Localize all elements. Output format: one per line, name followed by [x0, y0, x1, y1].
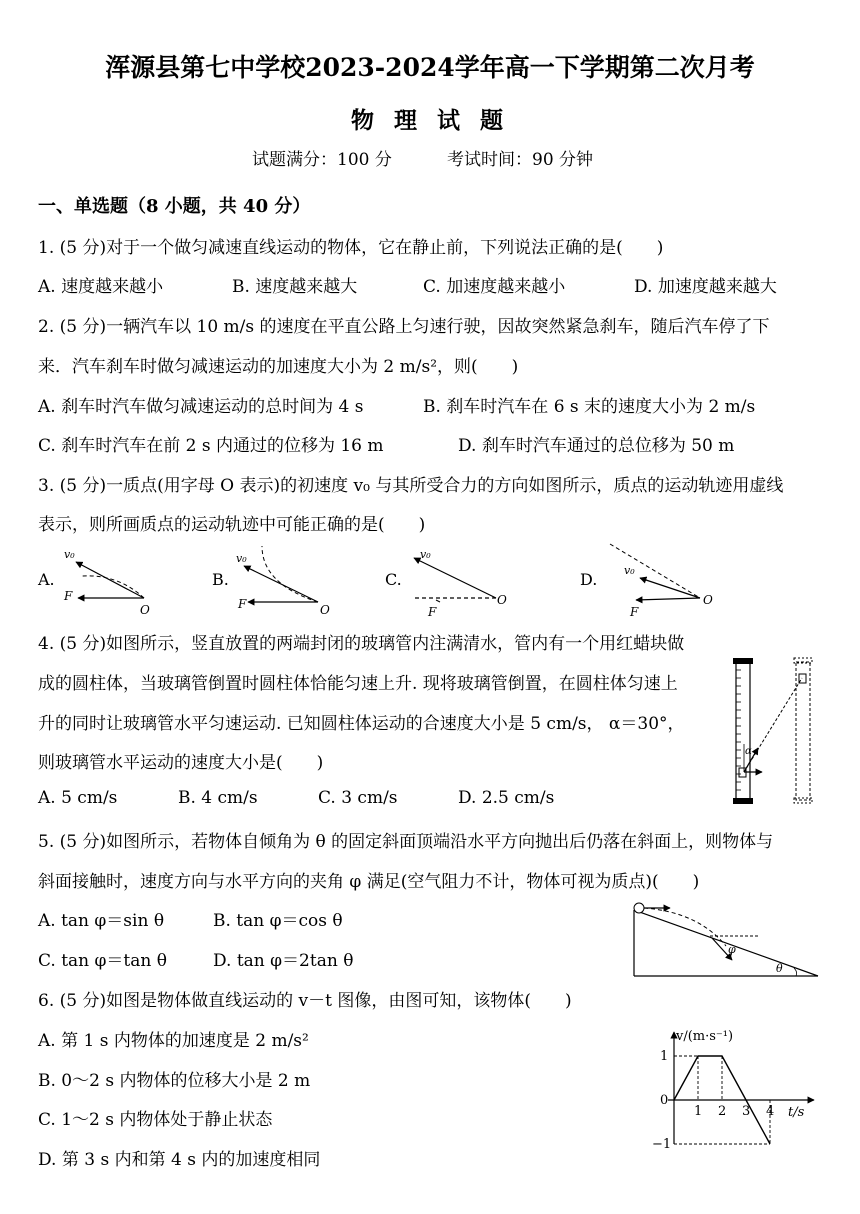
q6-option-b: B. 0～2 s 内物体的位移大小是 2 m: [38, 1071, 311, 1091]
full-score: 试题满分：100 分: [252, 150, 392, 170]
q3-figure-b: [236, 546, 330, 617]
q2-option-a: A. 刹车时汽车做匀减速运动的总时间为 4 s: [38, 397, 364, 417]
q2-stem-line1: 2. (5 分)一辆汽车以 10 m/s 的速度在平直公路上匀速行驶，因故突然紧急刹车，随后汽车停了下: [38, 317, 770, 337]
q4-line3: 升的同时让玻璃管水平匀速运动. 已知圆柱体运动的合速度大小是 5 cm/s， α＝30°，: [38, 714, 685, 734]
x-axis-label: t/s: [788, 1105, 805, 1120]
q4-line2: 成的圆柱体，当玻璃管倒置时圆柱体恰能匀速上升. 现将玻璃管倒置，在圆柱体匀速上: [38, 674, 678, 694]
y-tick-label-1: 1: [660, 1049, 669, 1064]
q3-d-v0-label: v₀: [624, 564, 635, 577]
q3-figure-d: [610, 544, 713, 619]
q3-c-o-label: O: [497, 593, 507, 607]
exam-time: 考试时间：90 分钟: [447, 150, 594, 170]
q4-tube-figure: [728, 656, 822, 806]
q2-option-d: D. 刹车时汽车通过的总位移为 50 m: [458, 436, 735, 456]
q5-option-d: D. tan φ＝2tan θ: [213, 951, 354, 971]
x-tick-label-1: 1: [694, 1104, 703, 1119]
q3-b-f-label: F: [238, 597, 247, 611]
x-tick-label-3: 3: [742, 1104, 751, 1119]
q3-figure-c: [412, 548, 507, 619]
y-tick-label-0: 0: [660, 1093, 669, 1108]
q3-fig-b-label: B.: [212, 570, 229, 589]
q3-fig-c-label: C.: [385, 570, 402, 589]
q3-a-o-label: O: [140, 603, 150, 617]
q6-option-d: D. 第 3 s 内和第 4 s 内的加速度相同: [38, 1150, 321, 1170]
q3-c-f-label: F: [428, 605, 437, 619]
q4-option-c: C. 3 cm/s: [318, 788, 398, 808]
q4-option-b: B. 4 cm/s: [178, 788, 258, 808]
q6-stem: 6. (5 分)如图是物体做直线运动的 v－t 图像，由图可知，该物体( ): [38, 991, 572, 1011]
q5-theta-label: θ: [776, 962, 783, 975]
q3-a-f-label: F: [64, 589, 73, 603]
x-tick-label-4: 4: [766, 1104, 775, 1119]
q4-alpha-label: α: [745, 746, 752, 757]
q5-option-a: A. tan φ＝sin θ: [38, 911, 165, 931]
q2-stem-line2: 来．汽车刹车时做匀减速运动的加速度大小为 2 m/s²，则( ): [38, 357, 519, 377]
q3-figure-a: [63, 548, 150, 617]
x-tick-label-2: 2: [718, 1104, 727, 1119]
q1-option-d: D. 加速度越来越大: [634, 277, 777, 297]
q2-option-b: B. 刹车时汽车在 6 s 末的速度大小为 2 m/s: [423, 397, 756, 417]
q5-line2: 斜面接触时，速度方向与水平方向的夹角 φ 满足(空气阻力不计，物体可视为质点)( ): [38, 872, 700, 892]
q2-option-c: C. 刹车时汽车在前 2 s 内通过的位移为 16 m: [38, 436, 384, 456]
q1-option-c: C. 加速度越来越小: [423, 277, 566, 297]
q5-option-b: B. tan φ＝cos θ: [213, 911, 343, 931]
q3-stem-line2: 表示，则所画质点的运动轨迹中可能正确的是( ): [38, 515, 426, 535]
q3-fig-a-label: A.: [38, 570, 55, 589]
q3-fig-d-label: D.: [580, 570, 598, 589]
q3-figures: [0, 538, 860, 622]
q1-option-a: A. 速度越来越小: [38, 277, 164, 297]
q5-phi-label: φ: [728, 943, 736, 956]
q3-stem-line1: 3. (5 分)一质点(用字母 O 表示)的初速度 v₀ 与其所受合力的方向如图所示，质点的运动轨迹用虚线: [38, 476, 784, 496]
q5-incline-figure: [628, 898, 824, 982]
q6-option-a: A. 第 1 s 内物体的加速度是 2 m/s²: [38, 1031, 309, 1051]
q6-option-c: C. 1～2 s 内物体处于静止状态: [38, 1110, 273, 1130]
vt-graph: [652, 1026, 822, 1156]
q4-line4: 则玻璃管水平运动的速度大小是( ): [38, 753, 324, 773]
q5-line1: 5. (5 分)如图所示，若物体自倾角为 θ 的固定斜面顶端沿水平方向抛出后仍落在斜面上，则物体与: [38, 832, 774, 852]
q4-option-a: A. 5 cm/s: [38, 788, 118, 808]
q3-d-o-label: O: [703, 593, 713, 607]
q3-d-f-label: F: [630, 605, 639, 619]
q1-stem: 1. (5 分)对于一个做匀减速直线运动的物体，它在静止前，下列说法正确的是( ): [38, 238, 664, 258]
q4-line1: 4. (5 分)如图所示，竖直放置的两端封闭的玻璃管内注满清水，管内有一个用红蜡块做: [38, 634, 685, 654]
q1-option-b: B. 速度越来越大: [232, 277, 358, 297]
y-axis-label: v/(m·s⁻¹): [676, 1029, 734, 1044]
q5-option-c: C. tan φ＝tan θ: [38, 951, 167, 971]
exam-subtitle: 物 理 试 题: [350, 107, 510, 134]
q3-b-o-label: O: [320, 603, 330, 617]
y-tick-label-minus1: −1: [652, 1137, 672, 1152]
q4-option-d: D. 2.5 cm/s: [458, 788, 555, 808]
q3-b-v0-label: v₀: [236, 552, 247, 565]
q3-c-v0-label: v₀: [420, 548, 431, 561]
section-heading: 一、单选题（8 小题，共 40 分）: [38, 196, 311, 217]
exam-title: 浑源县第七中学校2023-2024学年高一下学期第二次月考: [105, 53, 755, 82]
q3-a-v0-label: v₀: [64, 548, 75, 561]
